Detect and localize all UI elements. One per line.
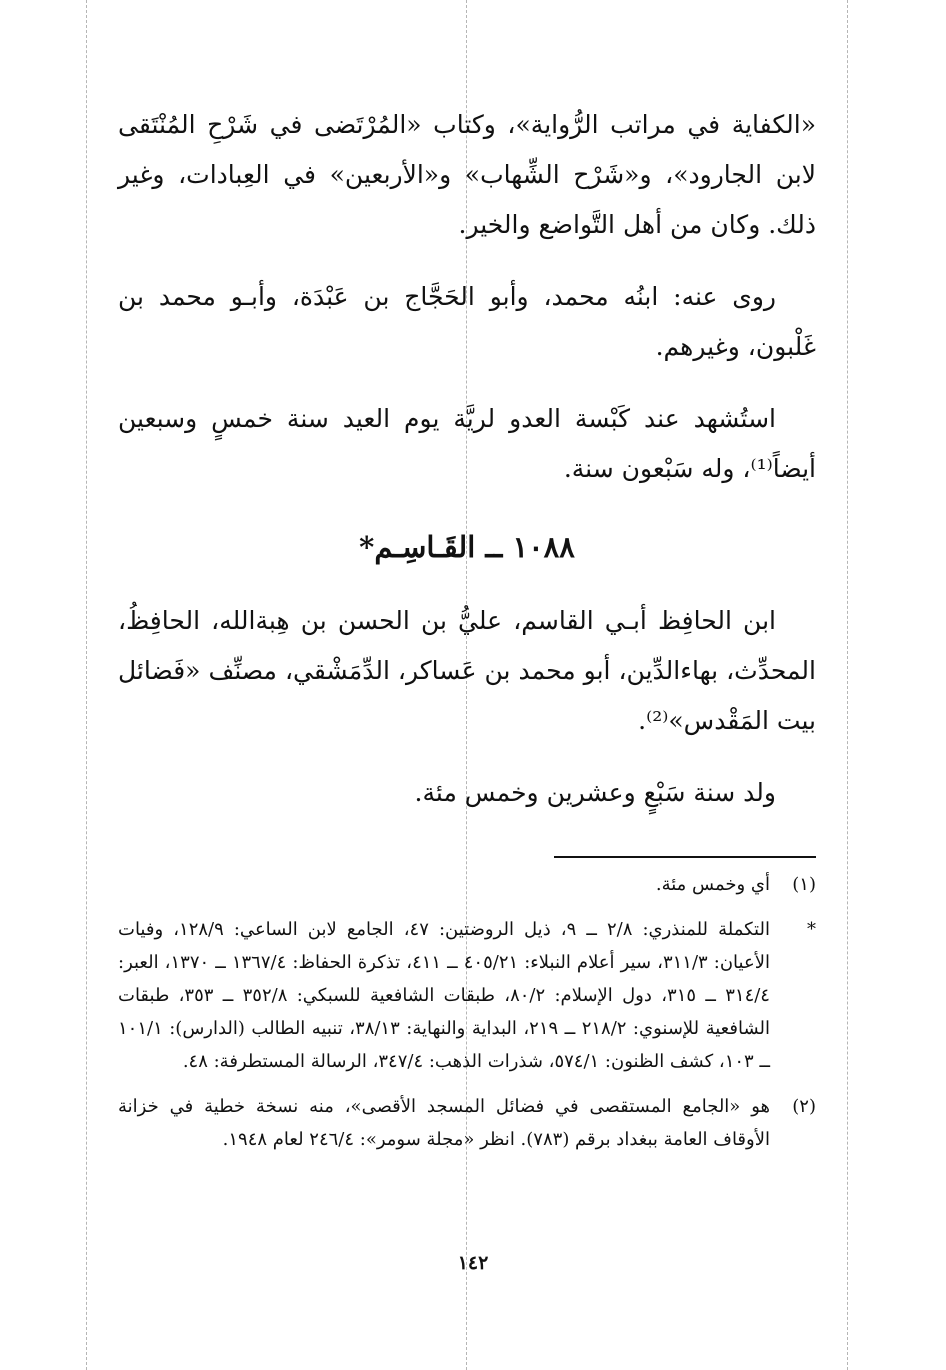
entry-paragraph-birth: ولد سنة سَبْعٍ وعشرين وخمس مئة. [414,778,776,807]
entry-heading: ١٠٨٨ ــ القَـاسِـم* [359,530,575,564]
margin-guide-left [86,0,87,1370]
footnote-text: أي وخمس مئة. [655,874,770,895]
body-paragraph-narrators: روى عنه: ابنُه محمد، وأبو الحَجَّاج بن عَبْدَة، وأبـو محمد بن غَلْبون، وغيرهم. [118,282,816,361]
footnote-mark: (٢) [792,1096,816,1117]
footnote-text: هو «الجامع المستقصى في فضائل المسجد الأقصى»، منه نسخة خطية في خزانة الأوقاف العامة ببغداد برقم (٧٨٣). انظر «مجلة سومر»: ٢٤٦/٤ لعام ١٩٤٨. [118,1096,770,1150]
entry-paragraph-biography: ابن الحافِظ أبـي القاسم، عليُّ بن الحسن بن هِبةالله، الحافِظُ، المحدِّث، بهاءالدِّين، أبو محمد بن عَساكر، الدِّمَشْقي، مصنِّف «فَضائل بيت المَقْدس»⁽²⁾. [118,606,816,735]
page-number: ١٤٢ [457,1252,489,1274]
footnote-separator [554,856,816,858]
footnote-text: التكملة للمنذري: ٢/٨ ــ ٩، ذيل الروضتين: ٤٧، الجامع لابن الساعي: ١٢٨/٩، وفيات الأعيان: ٣١١/٣، سير أعلام النبلاء: ٤٠٥/٢١ ــ ٤١١، تذكرة الحفاظ: ١٣٦٧/٤ ــ ١٣٧٠، العبر: ٣١٤/٤ ــ ٣١٥، دول الإسلام: ٨٠/٢، طبقات الشافعية للسبكي: ٣٥٢/٨ ــ ٣٥٣، طبقات الشافعية للإسنوي: ٢١٨/٢ ــ ٢١٩، البداية والنهاية: ٣٨/١٣، تنبيه الطالب (الدارس): ١٠١/١ ــ ١٠٣، كشف الظنون: ٥٧٤/١، شذرات الذهب: ٣٤٧/٤، الرسالة المستطرفة: ٤٨. [118,919,770,1072]
margin-guide-right [847,0,848,1370]
footnote-mark: * [807,919,816,940]
body-paragraph-works: «الكفاية في مراتب الرُّواية»، وكتاب «المُرْتَضى في شَرْحِ المُنْتَقى لابن الجارود»، و«شَرْح الشِّهاب» و«الأربعين» في العِبادات، وغير ذلك. وكان من أهل التَّواضع والخير. [118,110,816,239]
page-content [118,100,816,1156]
footnote-mark: (١) [792,874,816,895]
footnote-1 [118,868,816,901]
footnote-2 [118,1090,816,1156]
footnote-star [118,913,816,1078]
body-paragraph-death: استُشهد عند كَبْسة العدو لريَّة يوم العيد سنة خمسٍ وسبعين أيضاً⁽¹⁾، وله سَبْعون سنة. [118,404,816,483]
